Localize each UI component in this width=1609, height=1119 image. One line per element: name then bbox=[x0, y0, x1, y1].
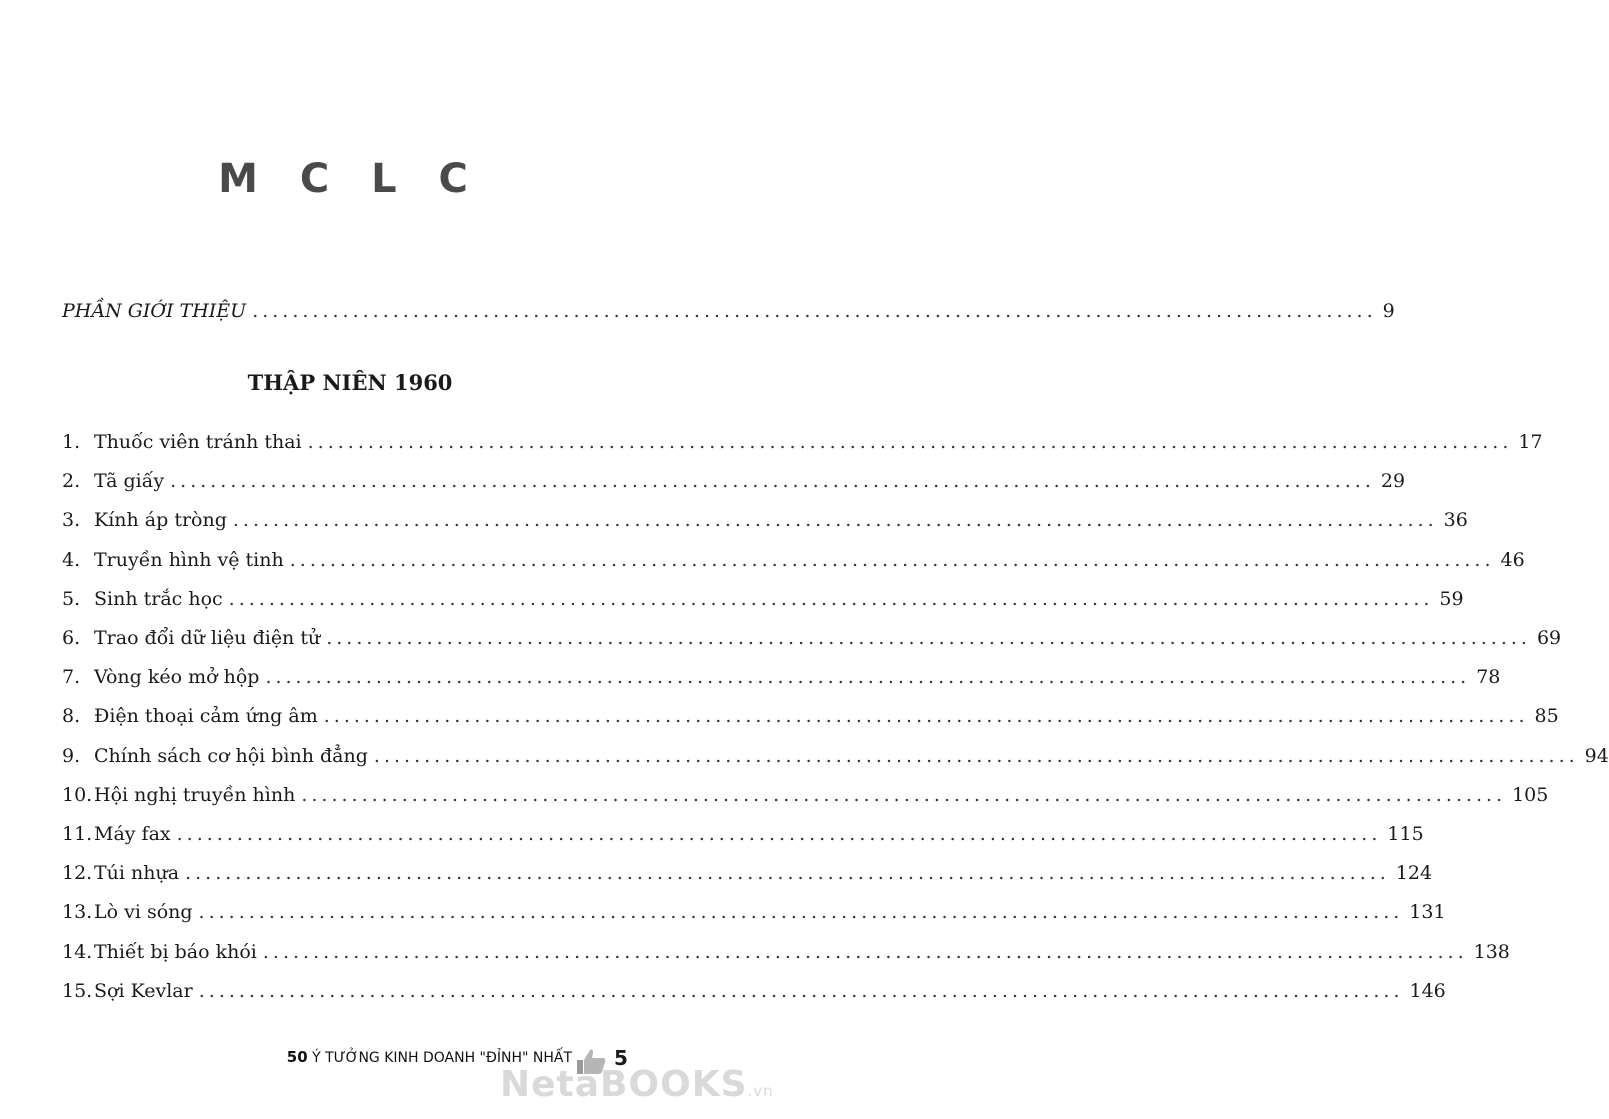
toc-entry bbox=[62, 545, 1525, 575]
toc-entry-label: Truyền hình vệ tinh bbox=[94, 548, 284, 571]
toc-entry-label: Điện thoại cảm ứng âm bbox=[94, 705, 318, 728]
toc-entry-number: 9. bbox=[62, 744, 81, 767]
toc-entry bbox=[62, 897, 1446, 927]
toc-entry-label: Túi nhựa bbox=[94, 862, 180, 885]
toc-entry-page: 29 bbox=[1380, 470, 1406, 493]
toc-entry bbox=[62, 662, 1501, 692]
dot-leader: ........................................................................................................................ bbox=[228, 587, 1434, 610]
toc-entry bbox=[62, 819, 1424, 849]
dot-leader: ........................................................................................................................ bbox=[232, 509, 1438, 532]
toc-entry bbox=[62, 858, 1433, 888]
toc-entry-page: 78 bbox=[1476, 666, 1501, 689]
watermark-main: NetaBOOKS bbox=[500, 1064, 748, 1105]
dot-leader: ........................................................................................................................ bbox=[198, 979, 1404, 1002]
dot-leader: ........................................................................................................................ bbox=[170, 470, 1375, 493]
page-number: 5 bbox=[614, 1046, 628, 1070]
toc-entry-number: 10. bbox=[62, 783, 93, 806]
dot-leader: ................................................................................................................ bbox=[252, 300, 1377, 322]
toc-entry bbox=[62, 937, 1510, 967]
toc-entry bbox=[62, 623, 1562, 653]
toc-entry-label: Máy fax bbox=[94, 823, 171, 845]
toc-entry-number: 1. bbox=[62, 431, 81, 453]
watermark-logo bbox=[500, 1064, 774, 1105]
dot-leader: ........................................................................................................................ bbox=[198, 901, 1404, 924]
toc-entry-label: Chính sách cơ hội bình đẳng bbox=[94, 744, 368, 767]
book-title-number: 50 bbox=[286, 1048, 308, 1066]
toc-intro-row bbox=[62, 296, 1395, 326]
toc-entry-number: 12. bbox=[62, 862, 93, 885]
dot-leader: ........................................................................................................................ bbox=[323, 705, 1529, 728]
toc-entry-page: 115 bbox=[1387, 823, 1424, 845]
dot-leader: ........................................................................................................................ bbox=[176, 823, 1382, 845]
toc-entry-page: 69 bbox=[1536, 627, 1562, 649]
toc-entry-number: 5. bbox=[62, 587, 81, 610]
toc-entry bbox=[62, 780, 1549, 810]
toc-entry-number: 11. bbox=[62, 823, 93, 845]
toc-entry-page: 124 bbox=[1395, 862, 1433, 885]
toc-entry-number: 13. bbox=[62, 901, 93, 924]
toc-entry-page: 17 bbox=[1518, 431, 1543, 453]
toc-entry-number: 7. bbox=[62, 666, 81, 689]
book-title-text: Ý TƯỞNG KINH DOANH "ĐỈNH" NHẤT bbox=[312, 1050, 572, 1066]
toc-entry-label: Trao đổi dữ liệu điện tử bbox=[94, 627, 321, 649]
dot-leader: ........................................................................................................................ bbox=[307, 431, 1513, 453]
dot-leader: ........................................................................................................................ bbox=[301, 783, 1507, 806]
dot-leader: ........................................................................................................................ bbox=[289, 548, 1495, 571]
toc-entry-number: 8. bbox=[62, 705, 81, 728]
toc-entry-page: 138 bbox=[1473, 940, 1510, 963]
toc-entry-label: Hội nghị truyền hình bbox=[94, 783, 296, 806]
toc-entry-number: 15. bbox=[62, 979, 93, 1002]
section-title: THẬP NIÊN 1960 bbox=[247, 370, 453, 395]
toc-entry bbox=[62, 976, 1446, 1006]
toc-entry bbox=[62, 741, 1609, 771]
toc-entry-page: 105 bbox=[1512, 783, 1549, 806]
toc-entry-label: Thiết bị báo khói bbox=[94, 940, 257, 963]
toc-entry-number: 4. bbox=[62, 548, 81, 571]
page-title: M C L C bbox=[218, 156, 482, 202]
toc-entry-number: 3. bbox=[62, 509, 81, 532]
toc-entry-label: Lò vi sóng bbox=[94, 901, 193, 924]
toc-entry-page: 85 bbox=[1534, 705, 1559, 728]
toc-entry bbox=[62, 466, 1406, 496]
toc-entry-page: 36 bbox=[1443, 509, 1468, 532]
toc-entry-label: Thuốc viên tránh thai bbox=[94, 431, 302, 453]
watermark-suffix: .vn bbox=[747, 1082, 774, 1100]
dot-leader: ........................................................................................................................ bbox=[262, 940, 1468, 963]
toc-entry-label: Tã giấy bbox=[94, 470, 165, 493]
dot-leader: ........................................................................................................................ bbox=[373, 744, 1579, 767]
toc-entry-number: 2. bbox=[62, 470, 81, 493]
dot-leader: ........................................................................................................................ bbox=[326, 627, 1531, 649]
toc-entry-number: 6. bbox=[62, 627, 81, 649]
toc-entry-page: 146 bbox=[1409, 979, 1446, 1002]
dot-leader: ........................................................................................................................ bbox=[185, 862, 1390, 885]
toc-entry-label: Vòng kéo mở hộp bbox=[94, 666, 260, 689]
toc-entry-label: Sợi Kevlar bbox=[94, 979, 193, 1002]
toc-entry-page: 94 bbox=[1584, 744, 1609, 767]
toc-intro-label: PHẦN GIỚI THIỆU bbox=[62, 300, 247, 322]
toc-entry-page: 59 bbox=[1439, 587, 1464, 610]
toc-entry-page: 131 bbox=[1409, 901, 1446, 924]
toc-entry bbox=[62, 427, 1543, 457]
toc-entry-label: Sinh trắc học bbox=[94, 587, 223, 610]
toc-entry bbox=[62, 584, 1464, 614]
toc-entry-number: 14. bbox=[62, 940, 93, 963]
toc-intro-page: 9 bbox=[1382, 300, 1395, 322]
toc-entry bbox=[62, 701, 1559, 731]
dot-leader: ........................................................................................................................ bbox=[265, 666, 1471, 689]
toc-entry bbox=[62, 505, 1468, 535]
toc-entry-page: 46 bbox=[1500, 548, 1525, 571]
toc-entry-label: Kính áp tròng bbox=[94, 509, 227, 532]
